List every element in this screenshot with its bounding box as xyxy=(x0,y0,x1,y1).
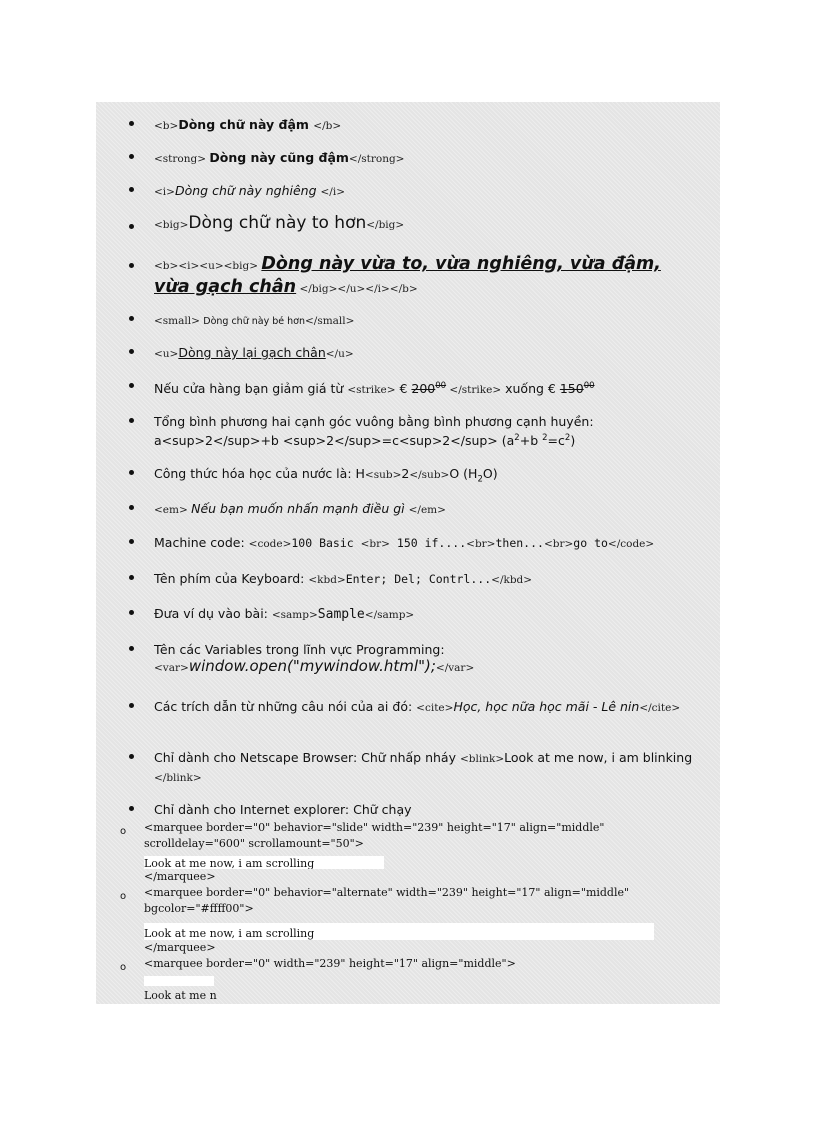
marquee-list xyxy=(96,820,696,1004)
document-page: <b>Dòng chữ này đậm </b> <strong> Dòng này cũng đậm</strong> <i>Dòng chữ này nghiêng </i> <big>Dòng chữ này to hơn</big> <b><i><u><big> Dòng này vừa to, vừa nghiêng, vừa đậm, vừa gạch chân </big></u></i></b> <small> Dòng chữ này bé hơn</small> <u>Dòng này lại gạch chân</u> Nếu cửa hàng bạn giảm giá từ <strike> € $200^{00}$ </strike> xuống € $150^{00}$ Tổng bình phương hai cạnh góc vuông bằng bình phương cạnh huyền: $a<sup>2</sup>+b <sup>2</sup>=c<sup>2</sup> (a^2+b$ $^2=c^2$) Công thức hóa học của nước là: H<sub>2</sub>O $(H_2O)$ <em> Nếu bạn muốn nhấn mạnh điều gì </em> Machine code: <code>100 Basic <br> 150 if....<br>then...<br>go to</code> Tên phím của Keyboard: <kbd>Enter; Del; Contrl...</kbd> Đưa ví dụ vào bài: <samp>Sample</samp> Tên các Variables trong lĩnh vực Programming: <var>window.open("mywindow.html");</var> Các trích dẫn từ những câu nói của ai đó: <cite>Học, học nữa học mãi - Lê nin</cite> Chỉ dành cho Netscape Browser: Chữ nhấp nháy <blink>Look at me now, i am blinking </blink> Chỉ dành cho Internet explorer: Chữ chạy o <marquee border="0" behavior="slide" width="239" height="17" align="middle" scrolldelay="600" scrollamount="50"> Look at me now, i am scrolling </marquee> o <marquee border="0" behavior="alternate" width="239" height="17" align="middle" bgcolor="#ffff00"> Look at me now, i am scrolling </marquee> o <marquee border="0" width="239" height="17" align="middle"> Look at me n xyxy=(96,102,720,1004)
marquee-item: o <marquee border="0" behavior="slide" width="239" height="17" align="middle" scrolldelay="600" scrollamount="50"> Look at me now, i am scrolling </marquee> xyxy=(120,821,605,883)
marquee-box xyxy=(144,976,214,986)
marquee-box: Look at me now, i am scrolling xyxy=(144,923,654,940)
marquee-box: Look at me now, i am scrolling xyxy=(144,856,384,869)
marquee-item: o <marquee border="0" behavior="alternate" width="239" height="17" align="middle" bgcolor="#ffff00"> Look at me now, i am scrolling </marquee> xyxy=(96,885,696,956)
marquee-item: o <marquee border="0" width="239" height="17" align="middle"> Look at me n xyxy=(120,957,516,1002)
